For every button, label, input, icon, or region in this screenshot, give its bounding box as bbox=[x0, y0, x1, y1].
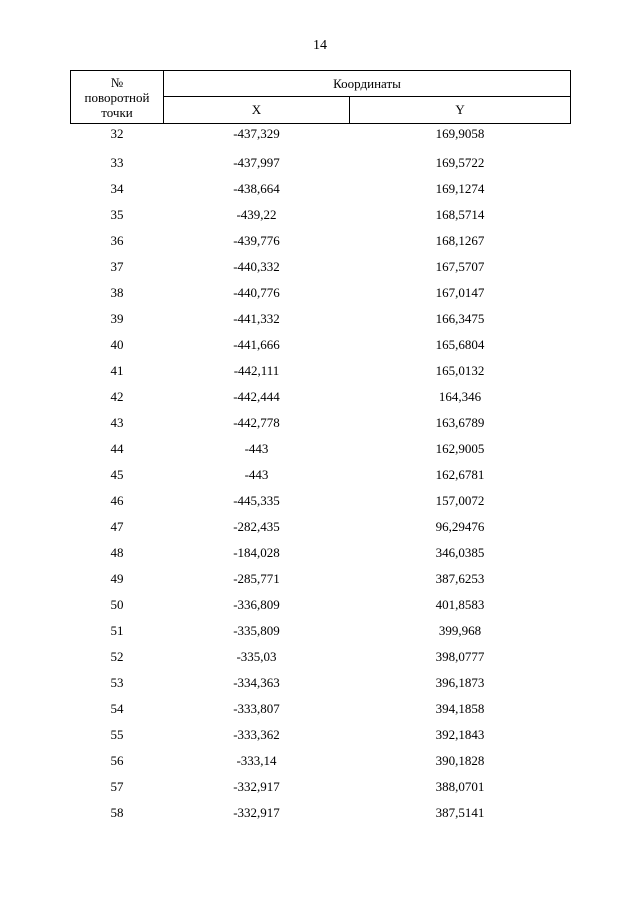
point-number-cell: 36 bbox=[110, 233, 124, 248]
y-coordinate-cell: 168,1267 bbox=[435, 233, 485, 248]
y-coordinate-cell: 96,29476 bbox=[435, 519, 485, 534]
table-row bbox=[71, 462, 571, 488]
x-coordinate-cell: -440,332 bbox=[233, 259, 280, 274]
x-coordinate-cell: -437,329 bbox=[233, 126, 280, 141]
y-coordinate-cell: 396,1873 bbox=[435, 675, 485, 690]
x-coordinate-cell: -441,666 bbox=[233, 337, 280, 352]
point-number-cell: 42 bbox=[110, 389, 124, 404]
table-row bbox=[71, 488, 571, 514]
table-row bbox=[71, 228, 571, 254]
y-coordinate-cell: 398,0777 bbox=[435, 649, 485, 664]
y-coordinate-cell: 166,3475 bbox=[435, 311, 485, 326]
table-body bbox=[71, 124, 571, 827]
table-row bbox=[71, 410, 571, 436]
point-number-cell: 54 bbox=[110, 701, 124, 716]
table-row bbox=[71, 254, 571, 280]
x-coordinate-cell: -333,362 bbox=[233, 727, 280, 742]
point-number-cell: 45 bbox=[110, 467, 124, 482]
table-row bbox=[71, 280, 571, 306]
x-coordinate-cell: -332,917 bbox=[233, 779, 280, 794]
y-coordinate-cell: 169,1274 bbox=[435, 181, 485, 196]
y-coordinate-cell: 346,0385 bbox=[435, 545, 485, 560]
table-row bbox=[71, 618, 571, 644]
point-number-cell: 58 bbox=[110, 805, 124, 820]
point-number-cell: 52 bbox=[110, 649, 124, 664]
point-header-line2: поворотной bbox=[84, 89, 150, 105]
y-coordinate-cell: 394,1858 bbox=[435, 701, 485, 716]
point-header-line1: № bbox=[110, 74, 124, 90]
y-coordinate-cell: 388,0701 bbox=[435, 779, 485, 794]
point-number-cell: 39 bbox=[110, 311, 124, 326]
y-coordinate-cell: 157,0072 bbox=[435, 493, 485, 508]
table-row bbox=[71, 774, 571, 800]
table-row bbox=[71, 176, 571, 202]
table-row bbox=[71, 748, 571, 774]
table-row bbox=[71, 358, 571, 384]
x-coordinate-cell: -285,771 bbox=[233, 571, 280, 586]
y-coordinate-cell: 167,5707 bbox=[435, 259, 485, 274]
point-number-cell: 49 bbox=[110, 571, 124, 586]
point-number-cell: 55 bbox=[110, 727, 124, 742]
point-number-cell: 33 bbox=[110, 155, 124, 170]
y-coordinate-cell: 390,1828 bbox=[435, 753, 485, 768]
x-coordinate-cell: -335,03 bbox=[236, 649, 277, 664]
point-number-cell: 48 bbox=[110, 545, 124, 560]
x-coordinate-cell: -442,778 bbox=[233, 415, 280, 430]
y-coordinate-cell: 162,6781 bbox=[435, 467, 485, 482]
x-coordinate-cell: -282,435 bbox=[233, 519, 280, 534]
page-number: 14 bbox=[313, 38, 327, 53]
table-row bbox=[71, 150, 571, 176]
x-column-header: X bbox=[164, 96, 350, 123]
point-number-cell: 50 bbox=[110, 597, 124, 612]
table-row bbox=[71, 436, 571, 462]
table-row bbox=[71, 696, 571, 722]
x-coordinate-cell: -438,664 bbox=[233, 181, 280, 196]
coordinates-table bbox=[70, 70, 571, 826]
table-row bbox=[71, 644, 571, 670]
point-number-cell: 56 bbox=[110, 753, 124, 768]
y-coordinate-cell: 401,8583 bbox=[435, 597, 485, 612]
point-number-cell: 43 bbox=[110, 415, 124, 430]
point-number-cell: 57 bbox=[110, 779, 124, 794]
table-row bbox=[71, 202, 571, 228]
y-coordinate-cell: 168,5714 bbox=[435, 207, 485, 222]
x-coordinate-cell: -441,332 bbox=[233, 311, 280, 326]
x-coordinate-cell: -445,335 bbox=[233, 493, 280, 508]
x-coordinate-cell: -442,444 bbox=[233, 389, 280, 404]
x-coordinate-cell: -443 bbox=[244, 467, 269, 482]
table-row bbox=[71, 592, 571, 618]
table-row bbox=[71, 384, 571, 410]
y-coordinate-cell: 164,346 bbox=[438, 389, 482, 404]
x-coordinate-cell: -332,917 bbox=[233, 805, 280, 820]
y-coordinate-cell: 165,6804 bbox=[435, 337, 485, 352]
y-coordinate-cell: 387,6253 bbox=[435, 571, 485, 586]
y-coordinate-cell: 387,5141 bbox=[435, 805, 485, 820]
point-number-cell: 41 bbox=[110, 363, 124, 378]
point-number-cell: 51 bbox=[110, 623, 124, 638]
point-number-cell: 47 bbox=[110, 519, 124, 534]
x-coordinate-cell: -184,028 bbox=[233, 545, 280, 560]
point-number-cell: 38 bbox=[110, 285, 124, 300]
y-coordinate-cell: 399,968 bbox=[438, 623, 482, 638]
table-row bbox=[71, 800, 571, 826]
point-header-line3: точки bbox=[101, 104, 133, 120]
y-column-header: Y bbox=[350, 96, 571, 123]
point-number-cell: 53 bbox=[110, 675, 124, 690]
y-coordinate-cell: 163,6789 bbox=[435, 415, 485, 430]
point-number-cell: 44 bbox=[110, 441, 124, 456]
y-coordinate-cell: 392,1843 bbox=[435, 727, 485, 742]
x-coordinate-cell: -440,776 bbox=[233, 285, 280, 300]
coordinates-header: Координаты bbox=[164, 71, 571, 97]
table-row bbox=[71, 306, 571, 332]
point-number-cell: 46 bbox=[110, 493, 124, 508]
table-row bbox=[71, 722, 571, 748]
x-coordinate-cell: -439,22 bbox=[236, 207, 277, 222]
table-row bbox=[71, 566, 571, 592]
x-coordinate-cell: -333,807 bbox=[233, 701, 280, 716]
table-row bbox=[71, 670, 571, 696]
y-coordinate-cell: 162,9005 bbox=[435, 441, 485, 456]
y-coordinate-cell: 169,9058 bbox=[435, 126, 485, 141]
point-number-cell: 37 bbox=[110, 259, 124, 274]
table-row bbox=[71, 332, 571, 358]
x-coordinate-cell: -442,111 bbox=[233, 363, 280, 378]
x-coordinate-cell: -334,363 bbox=[233, 675, 280, 690]
point-number-header bbox=[71, 71, 164, 124]
y-coordinate-cell: 167,0147 bbox=[435, 285, 485, 300]
y-coordinate-cell: 169,5722 bbox=[435, 155, 485, 170]
x-coordinate-cell: -443 bbox=[244, 441, 269, 456]
x-coordinate-cell: -335,809 bbox=[233, 623, 280, 638]
table-row bbox=[71, 514, 571, 540]
x-coordinate-cell: -439,776 bbox=[233, 233, 280, 248]
table-row bbox=[71, 124, 571, 151]
x-coordinate-cell: -333,14 bbox=[236, 753, 277, 768]
table-row bbox=[71, 540, 571, 566]
point-number-cell: 35 bbox=[110, 207, 124, 222]
x-coordinate-cell: -437,997 bbox=[233, 155, 280, 170]
point-number-cell: 32 bbox=[110, 126, 124, 141]
y-coordinate-cell: 165,0132 bbox=[435, 363, 485, 378]
point-number-cell: 34 bbox=[110, 181, 124, 196]
x-coordinate-cell: -336,809 bbox=[233, 597, 280, 612]
point-number-cell: 40 bbox=[110, 337, 124, 352]
